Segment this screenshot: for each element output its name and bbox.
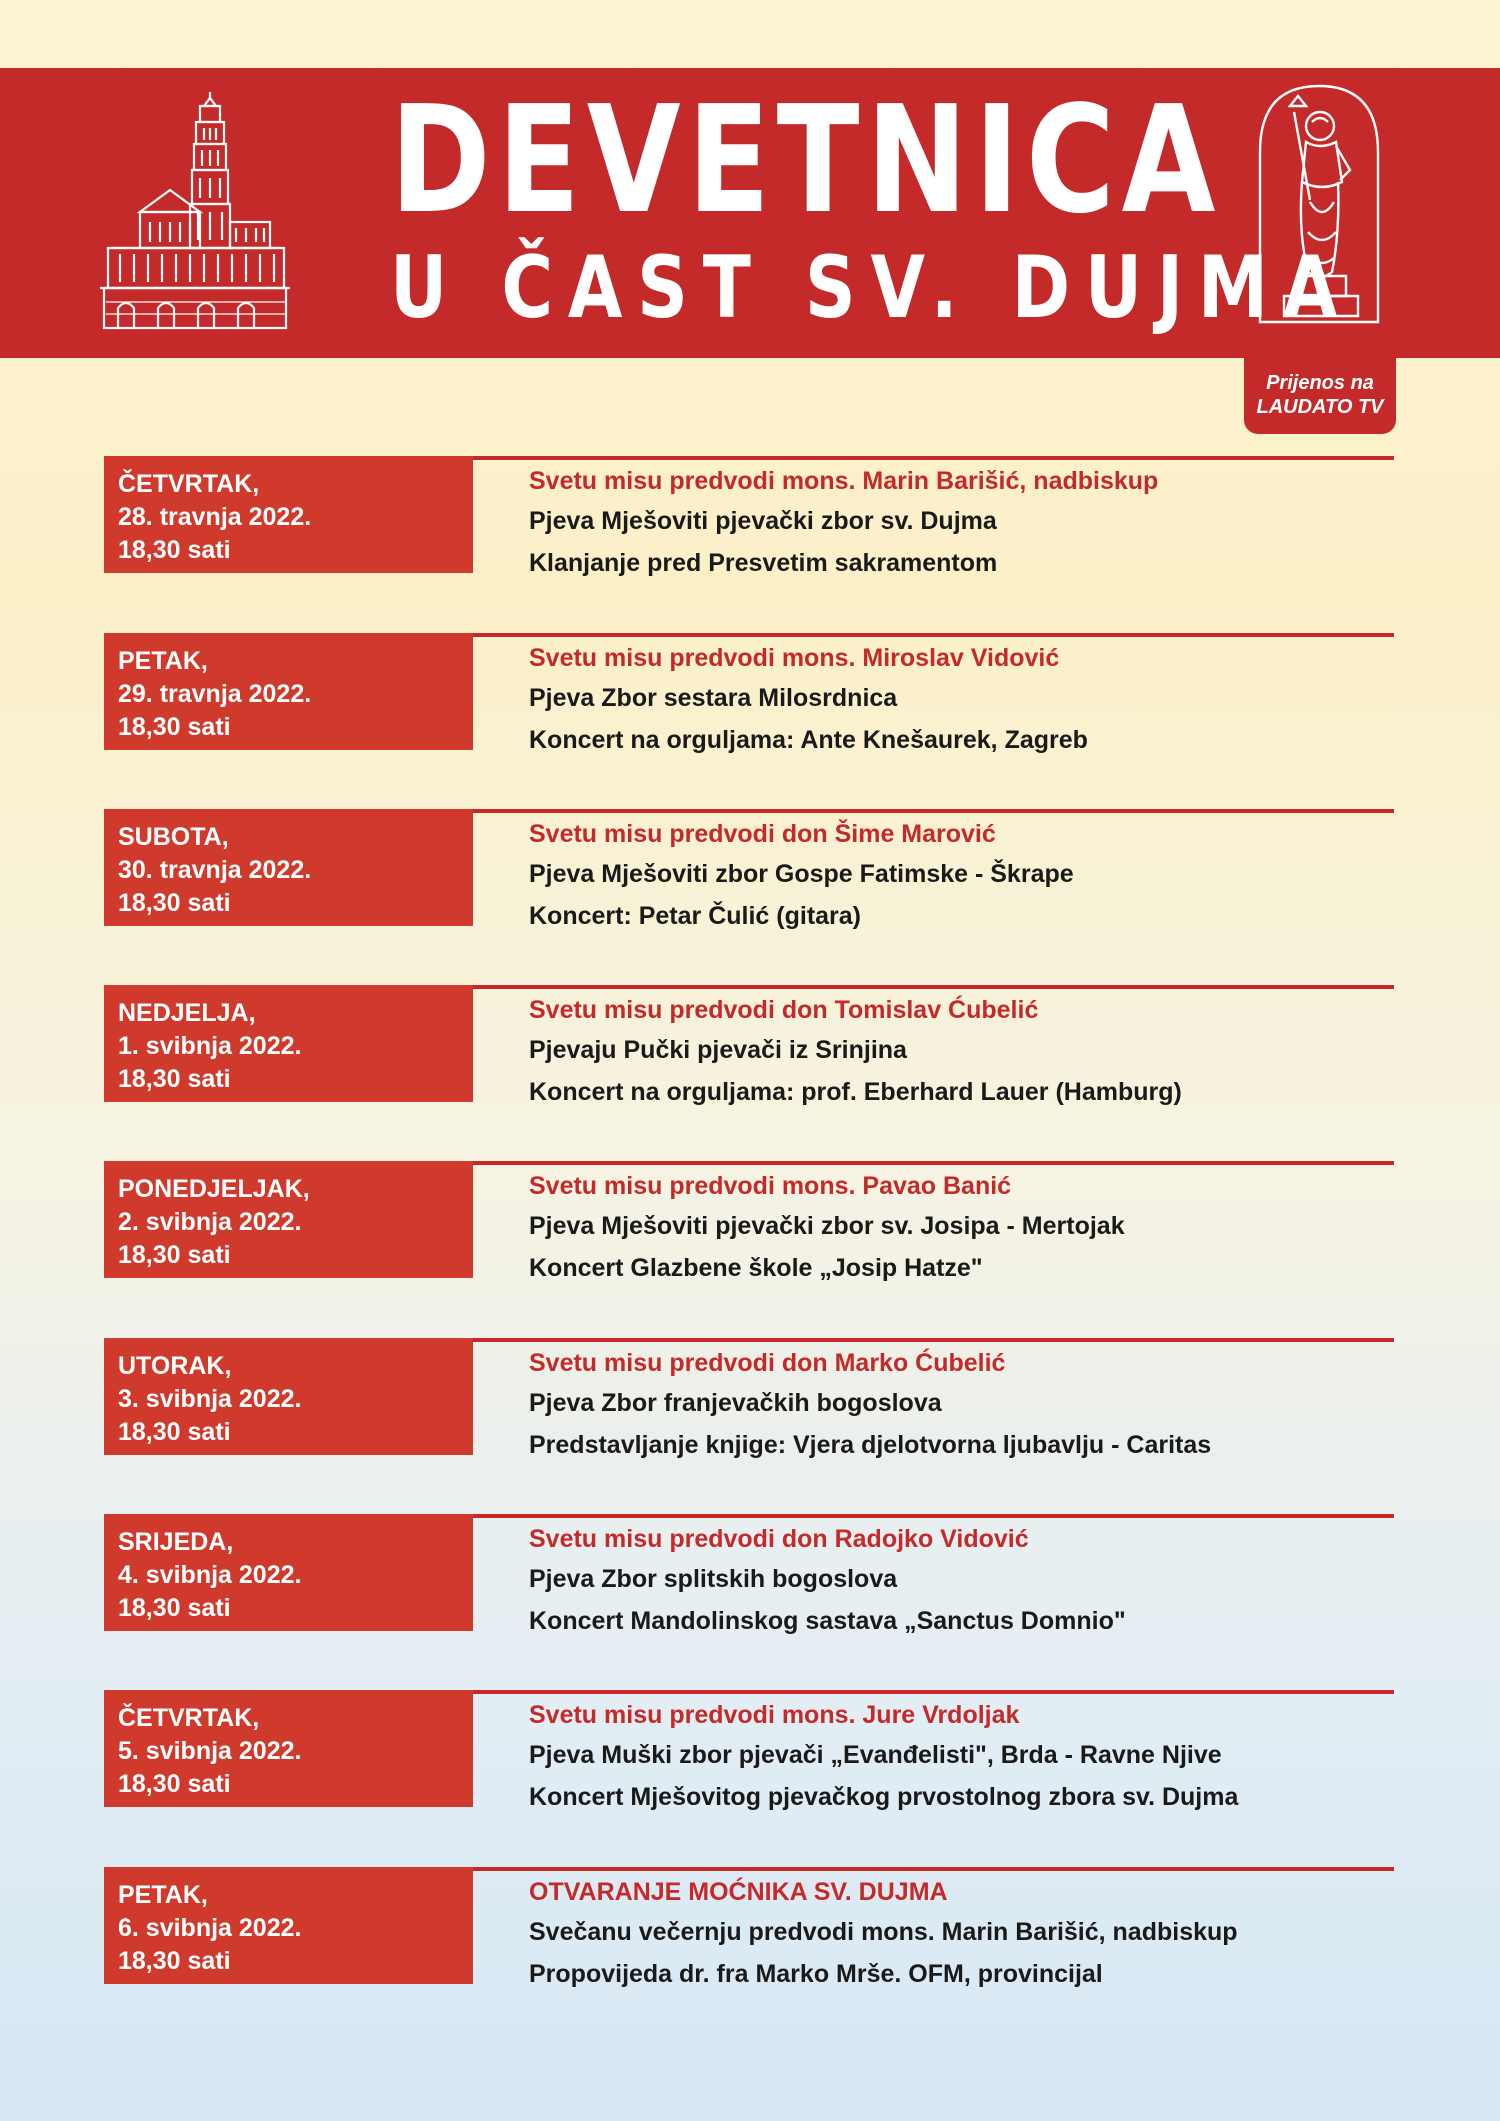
- day-name: SRIJEDA,: [118, 1528, 234, 1556]
- entry-lead: Svetu misu predvodi don Radojko Vidović: [529, 1525, 1029, 1553]
- entry-details: [529, 462, 1409, 584]
- schedule-entry: [104, 633, 1394, 763]
- entry-line: Pjeva Zbor splitskih bogoslova: [529, 1565, 898, 1593]
- divider-rule: [473, 1690, 1394, 1694]
- divider-rule: [473, 1338, 1394, 1342]
- entry-lead: Svetu misu predvodi mons. Marin Barišić, nadbiskup: [529, 467, 1159, 495]
- day-date: 6. svibnja 2022.: [118, 1914, 302, 1942]
- entry-line: Koncert na orguljama: prof. Eberhard Lauer (Hamburg): [529, 1078, 1182, 1106]
- day-date: 30. travnja 2022.: [118, 856, 312, 884]
- entry-line: Pjeva Mješoviti zbor Gospe Fatimske - Škrape: [529, 860, 1074, 888]
- entry-line: Koncert Mješovitog pjevačkog prvostolnog zbora sv. Dujma: [529, 1783, 1239, 1811]
- schedule-entry: [104, 1514, 1394, 1644]
- day-box: [104, 1690, 473, 1807]
- day-name: UTORAK,: [118, 1352, 232, 1380]
- broadcast-badge-line2: LAUDATO TV: [1256, 396, 1384, 418]
- day-name: NEDJELJA,: [118, 999, 256, 1027]
- entry-lead: Svetu misu predvodi mons. Miroslav Vidović: [529, 644, 1060, 672]
- entry-details: [529, 815, 1409, 937]
- saint-domnius-statue-icon: [1254, 82, 1384, 332]
- day-time: 18,30 sati: [118, 1947, 231, 1975]
- schedule-entry: [104, 456, 1394, 586]
- divider-rule: [473, 1161, 1394, 1165]
- page-subtitle: U ČAST SV. DUJMA: [390, 238, 1353, 338]
- day-name: ČETVRTAK,: [118, 470, 260, 498]
- entry-line: Predstavljanje knjige: Vjera djelotvorna ljubavlju - Caritas: [529, 1431, 1212, 1459]
- entry-lead: Svetu misu predvodi don Tomislav Ćubelić: [529, 996, 1039, 1024]
- day-name: PETAK,: [118, 1881, 208, 1909]
- entry-details: [529, 1520, 1409, 1642]
- schedule-entry: [104, 1161, 1394, 1291]
- entry-line: Propovijeda dr. fra Marko Mrše. OFM, provincijal: [529, 1960, 1103, 1988]
- day-box: [104, 633, 473, 750]
- entry-details: [529, 1167, 1409, 1289]
- schedule-entry: [104, 1867, 1394, 1997]
- entry-details: [529, 1696, 1409, 1818]
- broadcast-badge: [1244, 358, 1396, 434]
- day-time: 18,30 sati: [118, 1241, 231, 1269]
- entry-lead: Svetu misu predvodi don Marko Ćubelić: [529, 1349, 1006, 1377]
- day-box: [104, 456, 473, 573]
- entry-line: Pjeva Zbor franjevačkih bogoslova: [529, 1389, 942, 1417]
- schedule-entry: [104, 1690, 1394, 1820]
- day-time: 18,30 sati: [118, 536, 231, 564]
- bell-tower-cathedral-icon: [100, 92, 290, 332]
- entry-line: Koncert Glazbene škole „Josip Hatze": [529, 1254, 983, 1282]
- day-date: 28. travnja 2022.: [118, 503, 312, 531]
- day-date: 2. svibnja 2022.: [118, 1208, 302, 1236]
- divider-rule: [473, 456, 1394, 460]
- day-name: ČETVRTAK,: [118, 1704, 260, 1732]
- entry-details: [529, 1873, 1409, 1995]
- divider-rule: [473, 809, 1394, 813]
- schedule-entry: [104, 809, 1394, 939]
- entry-lead: Svetu misu predvodi don Šime Marović: [529, 820, 996, 848]
- entry-line: Svečanu večernju predvodi mons. Marin Barišić, nadbiskup: [529, 1918, 1238, 1946]
- day-name: SUBOTA,: [118, 823, 229, 851]
- entry-line: Pjeva Mješoviti pjevački zbor sv. Dujma: [529, 507, 997, 535]
- entry-line: Koncert Mandolinskog sastava „Sanctus Domnio": [529, 1607, 1126, 1635]
- entry-lead: Svetu misu predvodi mons. Pavao Banić: [529, 1172, 1012, 1200]
- day-name: PETAK,: [118, 647, 208, 675]
- broadcast-badge-line1: Prijenos na: [1266, 372, 1374, 394]
- day-box: [104, 1514, 473, 1631]
- day-time: 18,30 sati: [118, 1594, 231, 1622]
- day-date: 5. svibnja 2022.: [118, 1737, 302, 1765]
- schedule-entry: [104, 985, 1394, 1115]
- entry-line: Koncert na orguljama: Ante Knešaurek, Zagreb: [529, 726, 1088, 754]
- day-time: 18,30 sati: [118, 1418, 231, 1446]
- entry-lead: Svetu misu predvodi mons. Jure Vrdoljak: [529, 1701, 1020, 1729]
- day-time: 18,30 sati: [118, 1770, 231, 1798]
- entry-line: Pjevaju Pučki pjevači iz Srinjina: [529, 1036, 907, 1064]
- entry-line: Koncert: Petar Čulić (gitara): [529, 902, 862, 930]
- day-box: [104, 985, 473, 1102]
- divider-rule: [473, 1514, 1394, 1518]
- entry-line: Klanjanje pred Presvetim sakramentom: [529, 549, 998, 577]
- entry-details: [529, 639, 1409, 761]
- day-date: 29. travnja 2022.: [118, 680, 312, 708]
- page-title: DEVETNICA: [390, 74, 1223, 246]
- day-box: [104, 1867, 473, 1984]
- entry-details: [529, 1344, 1409, 1466]
- divider-rule: [473, 985, 1394, 989]
- day-time: 18,30 sati: [118, 1065, 231, 1093]
- day-time: 18,30 sati: [118, 889, 231, 917]
- divider-rule: [473, 633, 1394, 637]
- day-date: 3. svibnja 2022.: [118, 1385, 302, 1413]
- entry-details: [529, 991, 1409, 1113]
- day-name: PONEDJELJAK,: [118, 1175, 310, 1203]
- day-date: 1. svibnja 2022.: [118, 1032, 302, 1060]
- entry-line: Pjeva Muški zbor pjevači „Evanđelisti", Brda - Ravne Njive: [529, 1741, 1222, 1769]
- day-box: [104, 809, 473, 926]
- day-box: [104, 1161, 473, 1278]
- divider-rule: [473, 1867, 1394, 1871]
- day-box: [104, 1338, 473, 1455]
- entry-lead: OTVARANJE MOĆNIKA SV. DUJMA: [529, 1878, 948, 1906]
- day-date: 4. svibnja 2022.: [118, 1561, 302, 1589]
- schedule-entry: [104, 1338, 1394, 1468]
- entry-line: Pjeva Zbor sestara Milosrdnica: [529, 684, 898, 712]
- entry-line: Pjeva Mješoviti pjevački zbor sv. Josipa - Mertojak: [529, 1212, 1125, 1240]
- day-time: 18,30 sati: [118, 713, 231, 741]
